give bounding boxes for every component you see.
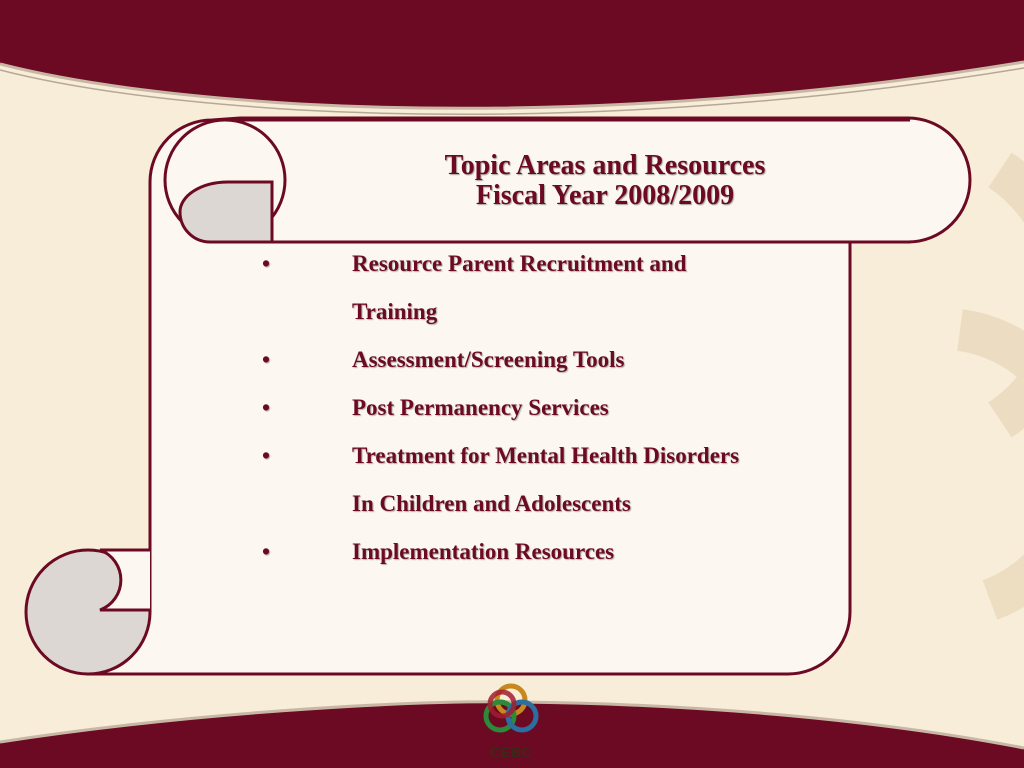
topic-list <box>262 240 862 576</box>
bullet-text: In Children and Adolescents <box>352 491 631 516</box>
slide-title-line2: Fiscal Year 2008/2009 <box>475 180 735 211</box>
list-item <box>262 240 862 288</box>
bullet-text: Training <box>352 299 438 324</box>
watermark-logo <box>960 170 1024 600</box>
list-item <box>262 528 862 576</box>
list-item <box>262 384 862 432</box>
bullet-text: Implementation Resources <box>352 539 615 564</box>
bullet-icon: • <box>262 395 271 420</box>
list-item-continuation <box>262 480 862 528</box>
cebc-logo-text: CEBC <box>490 744 532 760</box>
bullet-icon: • <box>262 251 271 276</box>
bullet-icon: • <box>262 539 271 564</box>
slide-title-line1: Topic Areas and Resources <box>444 150 766 181</box>
list-item <box>262 336 862 384</box>
list-item <box>262 432 862 480</box>
bullet-text: Resource Parent Recruitment and <box>352 251 687 276</box>
list-item-continuation <box>262 288 862 336</box>
top-banner <box>0 0 1024 114</box>
bullet-icon: • <box>262 443 271 468</box>
bullet-text: Treatment for Mental Health Disorders <box>352 443 740 468</box>
bullet-text: Assessment/Screening Tools <box>352 347 625 372</box>
bullet-icon: • <box>262 347 271 372</box>
bullet-text: Post Permanency Services <box>352 395 609 420</box>
